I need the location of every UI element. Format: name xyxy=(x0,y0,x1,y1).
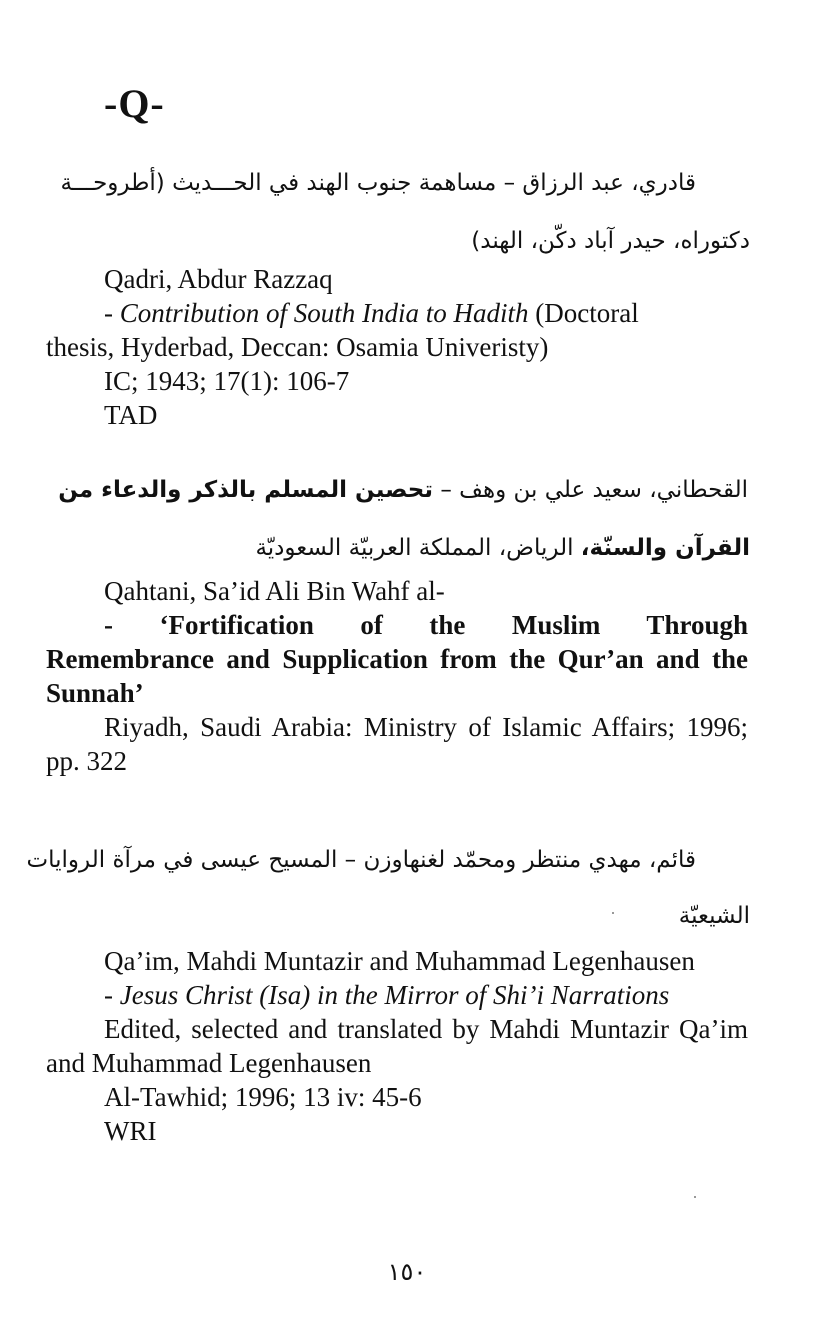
entry-1-title: Contribution of South India to Hadith xyxy=(119,298,529,328)
entry-2-arabic-line-2 xyxy=(10,533,750,563)
entry-2-arabic-title-cont: القرآن والسنّة، xyxy=(580,535,750,561)
entry-2-title-rest: Remembrance and Supplication from the Qur’an and the Sunnah’ xyxy=(46,644,748,708)
entry-2-english xyxy=(46,574,748,778)
entry-2-author: Qahtani, Sa’id Ali Bin Wahf al- xyxy=(104,576,445,606)
entry-2-arabic-author: القحطاني، سعيد علي بن وهف – xyxy=(433,477,748,503)
entry-2-title-line-1: - ‘Fortification of the Muslim Through xyxy=(104,610,748,640)
entry-3-author: Qa’im, Mahdi Muntazir and Muhammad Legenhausen xyxy=(104,946,695,976)
entry-1-citation: IC; 1943; 17(1): 106-7 xyxy=(104,366,350,396)
entry-1-arabic-line-2: دكتوراه، حيدر آباد دكّن، الهند) xyxy=(471,228,750,254)
scan-speck xyxy=(612,912,614,914)
entry-2-arabic-line-1 xyxy=(8,475,748,505)
entry-1-code: TAD xyxy=(104,400,158,430)
scan-speck xyxy=(694,1196,696,1198)
entry-1-arabic-line-1: قادري، عبد الرزاق – مساهمة جنوب الهند في الحـــديث (أطروحـــة xyxy=(60,170,696,196)
entry-1-title-suffix: (Doctoral xyxy=(528,298,639,328)
entry-1-english xyxy=(46,262,748,432)
section-heading: -Q- xyxy=(104,81,165,126)
entry-3-english xyxy=(46,944,748,1148)
entry-1-title-line xyxy=(46,296,748,330)
entry-3-arabic-line-2: الشيعيّة xyxy=(678,903,750,929)
entry-2-arabic-place: الرياض، المملكة العربيّة السعوديّة xyxy=(255,535,581,561)
entry-3-title-text: - Jesus Christ (Isa) in the Mirror of Shi’i Narrations xyxy=(104,980,670,1010)
entry-3-arabic-line-1: قائم، مهدي منتظر ومحمّد لغنهاوزن – المسيح عيسى في مرآة الروايات xyxy=(26,847,696,873)
entry-3-citation: Al-Tawhid; 1996; 13 iv: 45-6 xyxy=(104,1082,422,1112)
entry-1-continuation: thesis, Hyderbad, Deccan: Osamia Univeristy) xyxy=(46,332,549,362)
entry-2-arabic-title: تحصين المسلم بالذكر والدعاء من xyxy=(58,477,434,503)
entry-1-title-prefix: - xyxy=(104,298,120,328)
entry-2-publisher: Riyadh, Saudi Arabia: Ministry of Islamic Affairs; 1996; pp. 322 xyxy=(46,712,748,776)
entry-3-title xyxy=(46,978,748,1012)
entry-2-title xyxy=(46,608,748,710)
entry-1-author: Qadri, Abdur Razzaq xyxy=(104,264,333,294)
entry-3-code: WRI xyxy=(104,1116,157,1146)
page-number: ١٥٠ xyxy=(387,1258,427,1286)
entry-3-note: Edited, selected and translated by Mahdi Muntazir Qa’im and Muhammad Legenhausen xyxy=(46,1014,748,1078)
